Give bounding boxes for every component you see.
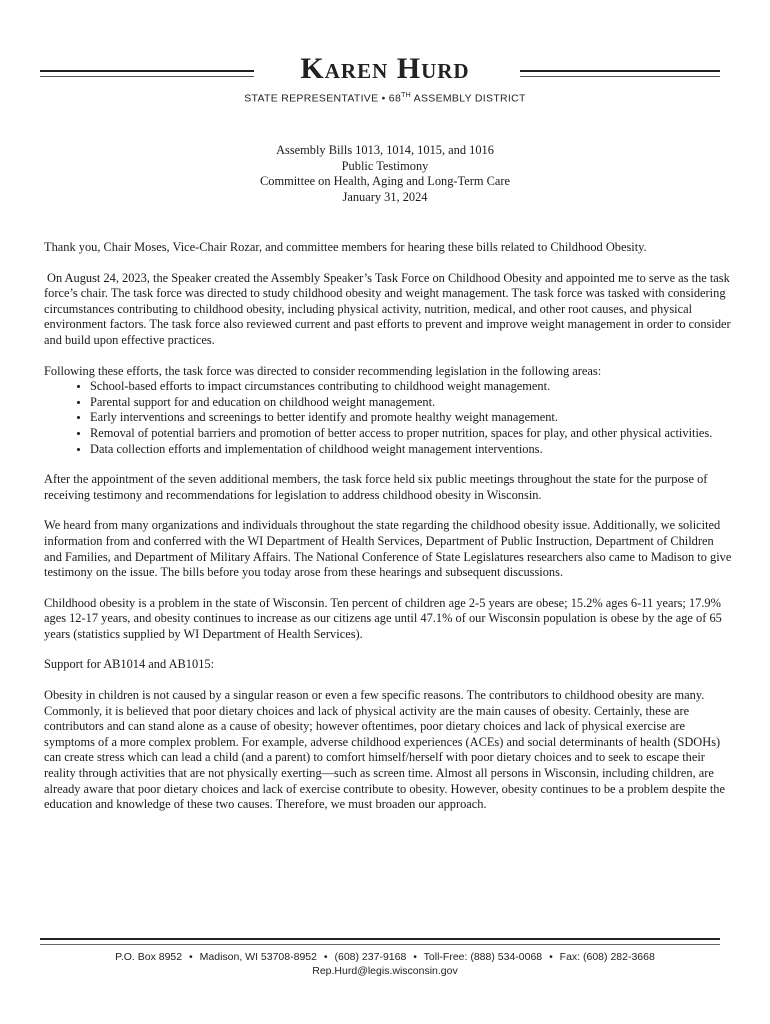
paragraph-statistics: Childhood obesity is a problem in the state of Wisconsin. Ten percent of children age 2-5 years are obese; 15.2% ages 6-11 years; 17.9% ages 12-17 years, and obesity continues to increase as our citizens age until 47.1% of our Wisconsin population is obese by the age of 65 years (statistics supplied by WI Department of Health Services). [44,595,722,641]
testimony-title-block [0,143,770,205]
contact-line [0,950,770,964]
representative-name: Karen Hurd [300,52,470,85]
testimony-body [44,240,734,828]
list-item: • Data collection efforts and implementation of childhood weight management interventions. [90,442,734,458]
separator: • [189,951,193,963]
separator: • [413,951,417,963]
separator: • [323,951,328,963]
paragraph-appointment: After the appointment of the seven additional members, the task force held six public meetings throughout the state for the purpose of receiving testimony and recommendations for legislation to address childhood obesity in Wisconsin. [44,472,708,502]
paragraph-task-force: On August 24, 2023, the Speaker created the Assembly Speaker’s Task Force on Childhood Obesity and appointed me to serve as the task force’s chair. The task force was directed to study childhood obesity and weight management. The task force was tasked with considering circumstances contributing to childhood obesity, including physical activity, nutrition, medical, and other root causes, and physical environment factors. The task force also reviewed current and past efforts to prevent and improve weight management in order to consider and build upon effective practices. [44,270,731,347]
testimony-line: Public Testimony [341,158,429,173]
title-sup: TH [401,92,412,99]
paragraph-obesity-causes: Obesity in children is not caused by a singular reason or even a few specific reasons. The contributors to childhood obesity are many. Commonly, it is believed that poor dietary choices and lack of physical activity are the main causes of obesity. Certainly, these are contributors and can stand alone as a cause of obesity; however oftentimes, poor dietary choices and lack of physical exercise are symptoms of a more complex problem. For example, adverse childhood experiences (ACEs) and social determinants of health (SDOHs) can create stress which can lead a child (and a parent) to comfort himself/herself with poor dietary choices and to seek to escape their reality through activities that are not physically exerting—such as screen time. Almost all persons in Wisconsin, including children, are already aware that poor dietary choices and lack of exercise contribute to obesity. However, obesity continues to be a problem despite the education and knowledge of these two causes. Therefore, we must broaden our approach. [44,688,725,812]
list-item: • School-based efforts to impact circumstances contributing to childhood weight management. [90,379,734,395]
phone: (608) 237-9168 [334,951,407,963]
recommendation-list [44,379,734,457]
fax: Fax: (608) 282-3668 [559,951,655,963]
date-line: January 31, 2024 [342,189,428,204]
footer-rule [40,938,720,945]
title-prefix: STATE REPRESENTATIVE • 68 [244,92,402,105]
contact-footer [0,950,770,978]
paragraph-support-heading: Support for AB1014 and AB1015: [44,657,215,672]
letterhead [40,50,730,110]
email: Rep.Hurd@legis.wisconsin.gov [312,965,458,977]
paragraph-thanks: Thank you, Chair Moses, Vice-Chair Rozar, and committee members for hearing these bills related to Childhood Obesity. [44,240,647,254]
paragraph-organizations: We heard from many organizations and individuals throughout the state regarding the childhood obesity issue. Additionally, we solicited information from and conferred with the WI Department of Health Services, Department of Public Instruction, Department of Children and Families, and Department of Military Affairs. The National Conference of State Legislatures researchers also came to Madison to give testimony on the issue. The bills before you today arose from these hearings and subsequent discussions. [44,518,732,580]
list-item: • Early interventions and screenings to better identify and promote healthy weight management. [90,410,734,426]
bills-line: Assembly Bills 1013, 1014, 1015, and 1016 [276,143,494,157]
toll-free: Toll-Free: (888) 534-0068 [423,951,543,963]
list-item: • Removal of potential barriers and promotion of better access to proper nutrition, spaces for play, and other physical activities. [90,426,734,442]
separator: • [549,951,553,963]
title-suffix: ASSEMBLY DISTRICT [411,92,526,105]
city-zip: Madison, WI 53708-8952 [199,951,317,963]
committee-line: Committee on Health, Aging and Long-Term Care [260,174,510,189]
po-box: P.O. Box 8952 [115,951,183,963]
paragraph-following: Following these efforts, the task force was directed to consider recommending legislation in the following areas: [44,363,602,378]
representative-title [40,92,730,105]
list-item: • Parental support for and education on childhood weight management. [90,395,734,411]
